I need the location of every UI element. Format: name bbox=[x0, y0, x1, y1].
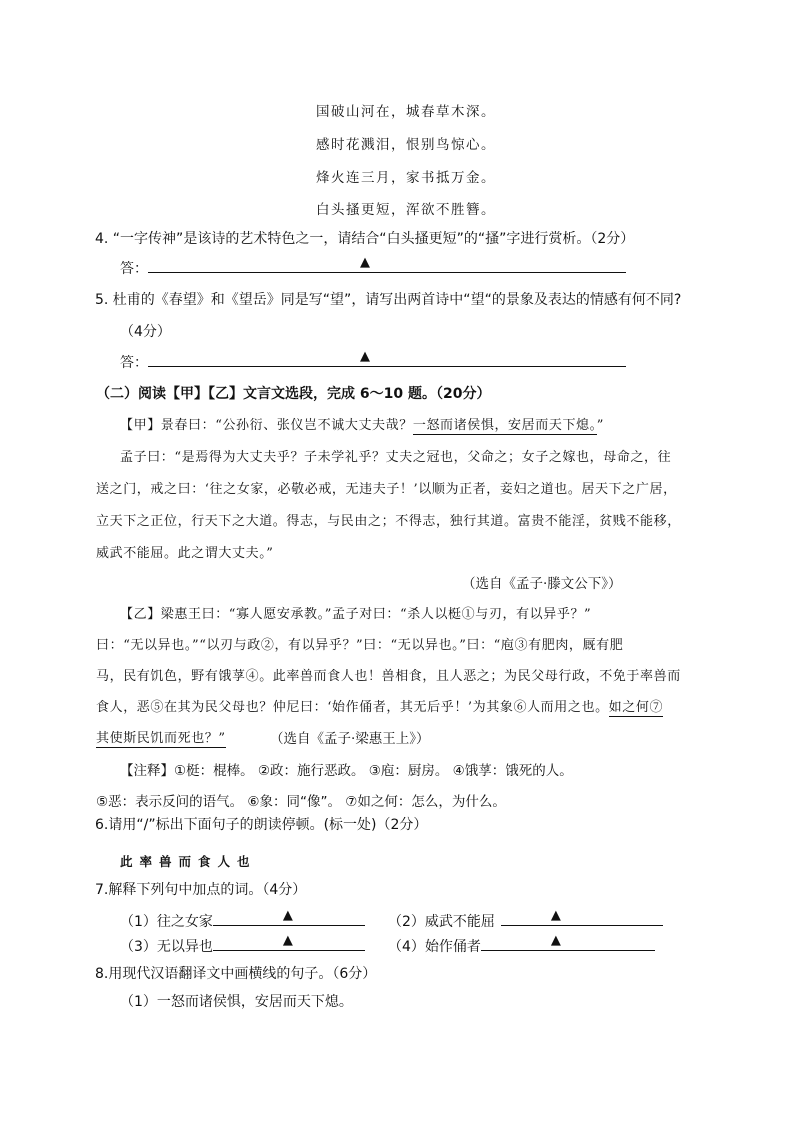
question-8: 8.用现代汉语翻译文中画横线的句子。（6分） bbox=[95, 966, 377, 982]
yi-underlined-start: 如之何⑦ bbox=[608, 700, 664, 715]
answer-blank-4[interactable] bbox=[148, 255, 626, 273]
yi-line-2: 曰：“无以异也。”“以刃与政②，有以异乎？”曰：“无以异也。”曰：“庖③有肥肉，厩有肥 bbox=[96, 638, 624, 653]
yi-underlined-end: 其使斯民饥而死也？” bbox=[96, 731, 226, 746]
q7-item-3-label: （3）无以异也 bbox=[120, 939, 213, 955]
jia-line-3: 送之门，戒之曰：‘往之女家，必敬必戒，无违夫子！’以顺为正者，妾妇之道也。居天下之广居， bbox=[96, 482, 677, 497]
jia-source: （选自《孟子·滕文公下》） bbox=[462, 576, 622, 592]
answer-line-4 bbox=[120, 255, 626, 278]
q7-blank-2[interactable] bbox=[501, 908, 663, 926]
answer-line-5 bbox=[120, 349, 626, 372]
triangle-marker: ▲ bbox=[550, 908, 561, 923]
question-7: 7.解释下列句中加点的词。（4分） bbox=[95, 882, 307, 898]
poem-line-2: 感时花溅泪，恨别鸟惊心。 bbox=[316, 137, 496, 153]
yi-line-1: 【乙】梁惠王曰：“寡人愿安承教。”孟子对曰：“杀人以梃①与刃，有以异乎？” bbox=[120, 607, 592, 622]
q8-item-1: （1）一怒而诸侯惧，安居而天下熄。 bbox=[120, 994, 353, 1010]
poem-line-4: 白头搔更短，浑欲不胜簪。 bbox=[316, 202, 496, 218]
question-5-points: （4分） bbox=[120, 324, 171, 340]
yi-line-4 bbox=[96, 696, 663, 715]
q6-sentence: 此率兽而食人也 bbox=[120, 854, 257, 869]
jia-line-2: 孟子曰：“是焉得为大丈夫乎？子未学礼乎？丈夫之冠也，父命之；女子之嫁也，母命之，往 bbox=[120, 450, 672, 465]
jia-line-1-post: ” bbox=[596, 418, 605, 433]
q7-blank-3[interactable] bbox=[213, 933, 365, 951]
q7-item-4-label: （4）始作俑者 bbox=[388, 939, 481, 955]
question-5: 5. 杜甫的《春望》和《望岳》同是写“望”，请写出两首诗中“望“的景象及表达的情感有何不同? bbox=[95, 292, 682, 308]
jia-line-5: 威武不能屈。此之谓大丈夫。” bbox=[96, 546, 274, 561]
yi-line-4-text: 食人，恶⑤在其为民父母也？仲尼曰：‘始作俑者，其无后乎！’为其象⑥人而用之也。 bbox=[96, 700, 609, 715]
q7-blank-1[interactable] bbox=[213, 908, 365, 926]
triangle-marker: ▲ bbox=[360, 255, 370, 270]
q7-item-3 bbox=[120, 933, 365, 956]
triangle-marker: ▲ bbox=[282, 933, 293, 948]
q7-item-2 bbox=[388, 908, 663, 931]
triangle-marker: ▲ bbox=[360, 349, 370, 364]
section-2-heading: （二）阅读【甲】【乙】文言文选段，完成 6～10 题。（20分） bbox=[96, 386, 491, 402]
q7-blank-4[interactable] bbox=[481, 933, 655, 951]
triangle-marker: ▲ bbox=[550, 933, 561, 948]
jia-line-1 bbox=[120, 414, 604, 433]
jia-underlined-sentence: 一怒而诸侯惧，安居而天下熄。 bbox=[412, 418, 597, 433]
answer-label: 答： bbox=[120, 261, 148, 277]
notes-line-2: ⑤恶：表示反问的语气。 ⑥象：同“像”。 ⑦如之何：怎么，为什么。 bbox=[96, 794, 506, 810]
yi-source: （选自《孟子·梁惠王上》） bbox=[270, 731, 430, 747]
q7-item-2-label: （2）威武不能屈 bbox=[388, 914, 495, 930]
poem-line-1: 国破山河在，城春草木深。 bbox=[316, 104, 496, 120]
jia-line-4: 立天下之正位，行天下之大道。得志，与民由之；不得志，独行其道。富贵不能淫，贫贱不能移， bbox=[96, 514, 681, 529]
poem-line-3: 烽火连三月，家书抵万金。 bbox=[316, 170, 496, 186]
notes-line-1: 【注释】①梃：棍棒。 ②政：施行恶政。 ③庖：厨房。 ④饿莩：饿死的人。 bbox=[120, 763, 573, 779]
q7-item-4 bbox=[388, 933, 655, 956]
q7-item-1 bbox=[120, 908, 365, 931]
answer-label: 答： bbox=[120, 355, 148, 371]
answer-blank-5[interactable] bbox=[148, 349, 626, 367]
yi-line-5 bbox=[96, 727, 226, 746]
question-4: 4. “一字传神”是该诗的艺术特色之一，请结合“白头搔更短”的“搔”字进行赏析。（2分） bbox=[95, 231, 635, 247]
jia-line-1-pre: 【甲】景春曰：“公孙衍、张仪岂不诚大丈夫哉？ bbox=[120, 418, 413, 433]
question-6: 6.请用“/”标出下面句子的朗读停顿。(标一处)（2分） bbox=[95, 817, 428, 833]
triangle-marker: ▲ bbox=[282, 908, 293, 923]
q7-item-1-label: （1）往之女家 bbox=[120, 914, 213, 930]
yi-line-3: 马，民有饥色，野有饿莩④。此率兽而食人也！兽相食，且人恶之；为民父母行政，不免于率兽而 bbox=[96, 669, 681, 684]
